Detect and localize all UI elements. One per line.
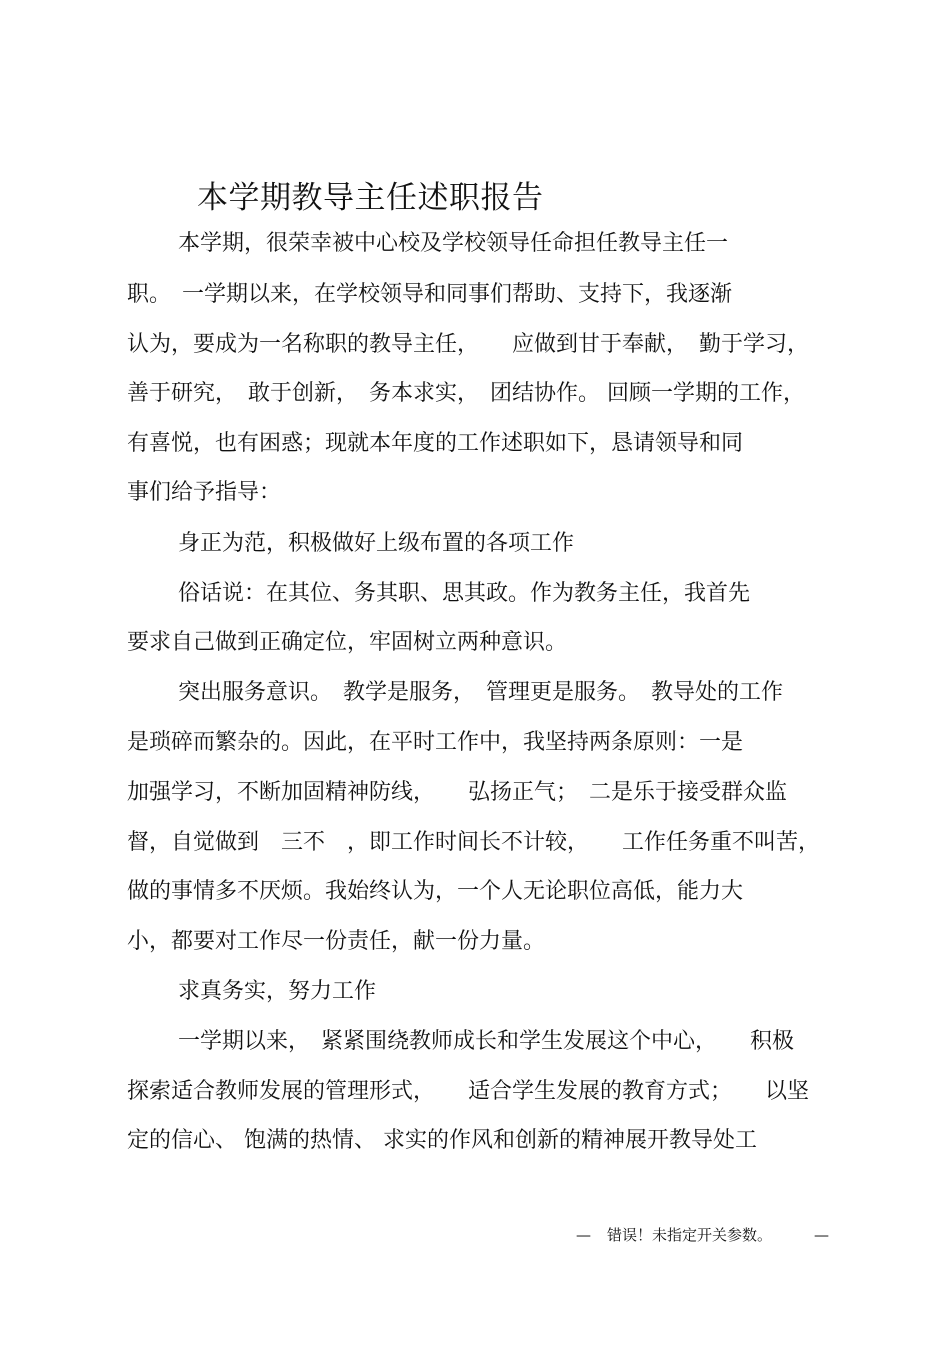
section-heading: 身正为范，积极做好上级布置的各项工作 [178,531,575,556]
paragraph-line: 职。 一学期以来，在学校领导和同事们帮助、支持下，我逐渐 [127,282,733,307]
paragraph-line: 做的事情多不厌烦。我始终认为，一个人无论职位高低，能力大 [127,879,744,904]
paragraph-line: 认为，要成为一名称职的教导主任， 应做到甘于奉献， 勤于学习， [127,332,810,357]
paragraph-line: 定的信心、 饱满的热情、 求实的作风和创新的精神展开教导处工 [127,1128,757,1153]
paragraph-line: 有喜悦，也有困惑；现就本年度的工作述职如下，恳请领导和同 [127,431,744,456]
paragraph-line: 探索适合教师发展的管理形式， 适合学生发展的教育方式； 以坚 [127,1079,810,1104]
paragraph-line: 小，都要对工作尽一份责任，献一份力量。 [127,929,546,954]
paragraph-line: 事们给予指导： [127,480,282,505]
document-title: 本学期教导主任述职报告 [197,180,544,216]
footer-text: 错误！未指定开关参数。 [607,1226,773,1244]
paragraph-line: 本学期，很荣幸被中心校及学校领导任命担任教导主任一 [178,231,729,256]
paragraph-line: 要求自己做到正确定位，牢固树立两种意识。 [127,630,568,655]
paragraph-line: 加强学习，不断加固精神防线， 弘扬正气； 二是乐于接受群众监 [127,780,788,805]
footer-dash-left: — [576,1226,591,1244]
paragraph-line: 善于研究， 敢于创新， 务本求实， 团结协作。 回顾一学期的工作， [127,381,805,406]
paragraph-line: 是琐碎而繁杂的。因此，在平时工作中，我坚持两条原则：一是 [127,730,744,755]
paragraph-line: 俗话说：在其位、务其职、思其政。作为教务主任，我首先 [178,581,751,606]
footer-dash-right: — [814,1226,829,1244]
paragraph-line: 一学期以来， 紧紧围绕教师成长和学生发展这个中心， 积极 [178,1029,795,1054]
paragraph-line: 督，自觉做到 三不 ，即工作时间长不计较， 工作任务重不叫苦， [127,830,821,855]
paragraph-line: 突出服务意识。 教学是服务， 管理更是服务。 教导处的工作 [178,680,784,705]
section-heading: 求真务实，努力工作 [178,979,377,1004]
